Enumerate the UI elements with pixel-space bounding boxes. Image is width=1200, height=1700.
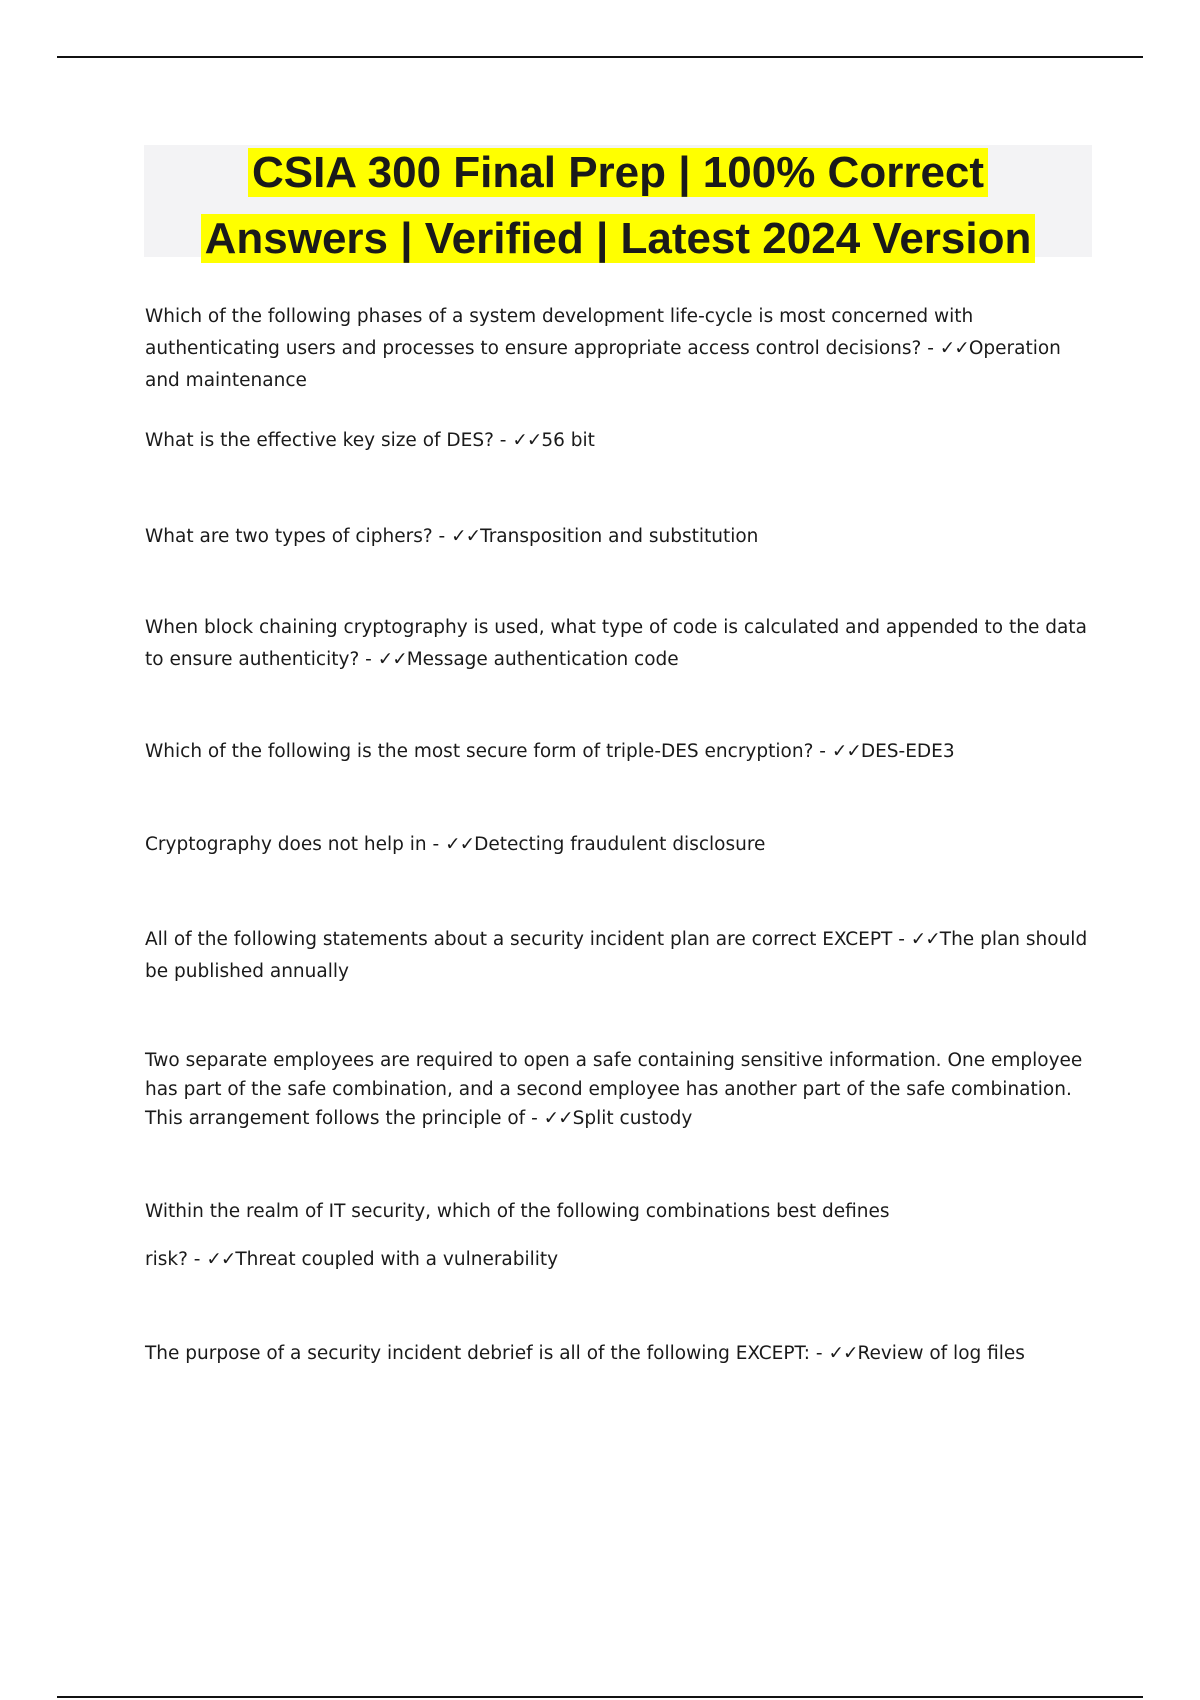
question-text-line-1: Within the realm of IT security, which of the following combinations best defines	[145, 1201, 890, 1222]
answer-text: 56 bit	[541, 430, 595, 451]
document-title-line-1-wrap	[144, 145, 1092, 211]
separator: -	[813, 741, 832, 762]
qa-item	[145, 829, 1095, 861]
double-check-icon: ✓✓	[377, 649, 407, 670]
double-check-icon: ✓✓	[828, 1343, 858, 1364]
question-text: When block chaining cryptography is used, what type of code is calculated and appended to the data to ensure authenticity?	[145, 617, 1087, 670]
qa-item	[145, 1046, 1095, 1133]
question-text: Which of the following phases of a system development life-cycle is most concerned with authenticating users and processes to ensure appropriate access control decisions?	[145, 306, 974, 359]
question-text: The purpose of a security incident debrief is all of the following EXCEPT:	[145, 1343, 810, 1364]
question-text: Which of the following is the most secure form of triple-DES encryption?	[145, 741, 814, 762]
separator: -	[187, 1249, 207, 1270]
separator: -	[525, 1108, 544, 1129]
document-title-block	[144, 145, 1092, 263]
double-check-icon: ✓✓	[206, 1249, 236, 1270]
answer-text: The plan should be published annually	[145, 929, 1088, 982]
document-title-line-1: CSIA 300 Final Prep | 100% Correct	[248, 148, 988, 197]
qa-item	[145, 612, 1095, 676]
double-check-icon: ✓✓	[831, 741, 861, 762]
separator: -	[892, 929, 911, 950]
qa-item	[145, 736, 1095, 768]
answer-text: Threat coupled with a vulnerability	[235, 1249, 559, 1270]
double-check-icon: ✓✓	[939, 338, 969, 359]
answer-text: Review of log files	[857, 1343, 1025, 1364]
separator: -	[810, 1343, 829, 1364]
double-check-icon: ✓✓	[512, 430, 542, 451]
separator: -	[493, 430, 513, 451]
double-check-icon: ✓✓	[445, 834, 475, 855]
question-text: What are two types of ciphers?	[145, 526, 433, 547]
top-rule	[57, 56, 1143, 58]
qa-item	[145, 301, 1095, 397]
question-text: What is the effective key size of DES?	[145, 430, 494, 451]
answer-text: Detecting fraudulent disclosure	[474, 834, 766, 855]
answer-text: Operation and maintenance	[145, 338, 1061, 391]
qa-item	[145, 1338, 1095, 1370]
question-text: Cryptography does not help in	[145, 834, 427, 855]
answer-text: DES-EDE3	[860, 741, 955, 762]
answer-text: Message authentication code	[406, 649, 679, 670]
separator: -	[426, 834, 446, 855]
document-title-line-2: Answers | Verified | Latest 2024 Version	[201, 214, 1036, 263]
qa-item	[145, 425, 1095, 457]
answer-text: Split custody	[572, 1108, 693, 1129]
separator: -	[432, 526, 452, 547]
qa-item	[145, 924, 1095, 988]
separator: -	[921, 338, 940, 359]
separator: -	[359, 649, 378, 670]
double-check-icon: ✓✓	[910, 929, 940, 950]
answer-text: Transposition and substitution	[480, 526, 759, 547]
bottom-rule	[57, 1696, 1143, 1698]
question-text: All of the following statements about a security incident plan are correct EXCEPT	[145, 929, 893, 950]
double-check-icon: ✓✓	[451, 526, 481, 547]
qa-item	[145, 1196, 1095, 1276]
document-title-line-2-wrap	[144, 211, 1092, 277]
question-text-line-2: risk?	[145, 1249, 188, 1270]
double-check-icon: ✓✓	[543, 1108, 573, 1129]
qa-item	[145, 521, 1095, 553]
question-text: Two separate employees are required to open a safe containing sensitive information. One employee has part of the safe combination, and a second employee has another part of the safe combination. This arrangement follows the principle of	[145, 1050, 1083, 1129]
